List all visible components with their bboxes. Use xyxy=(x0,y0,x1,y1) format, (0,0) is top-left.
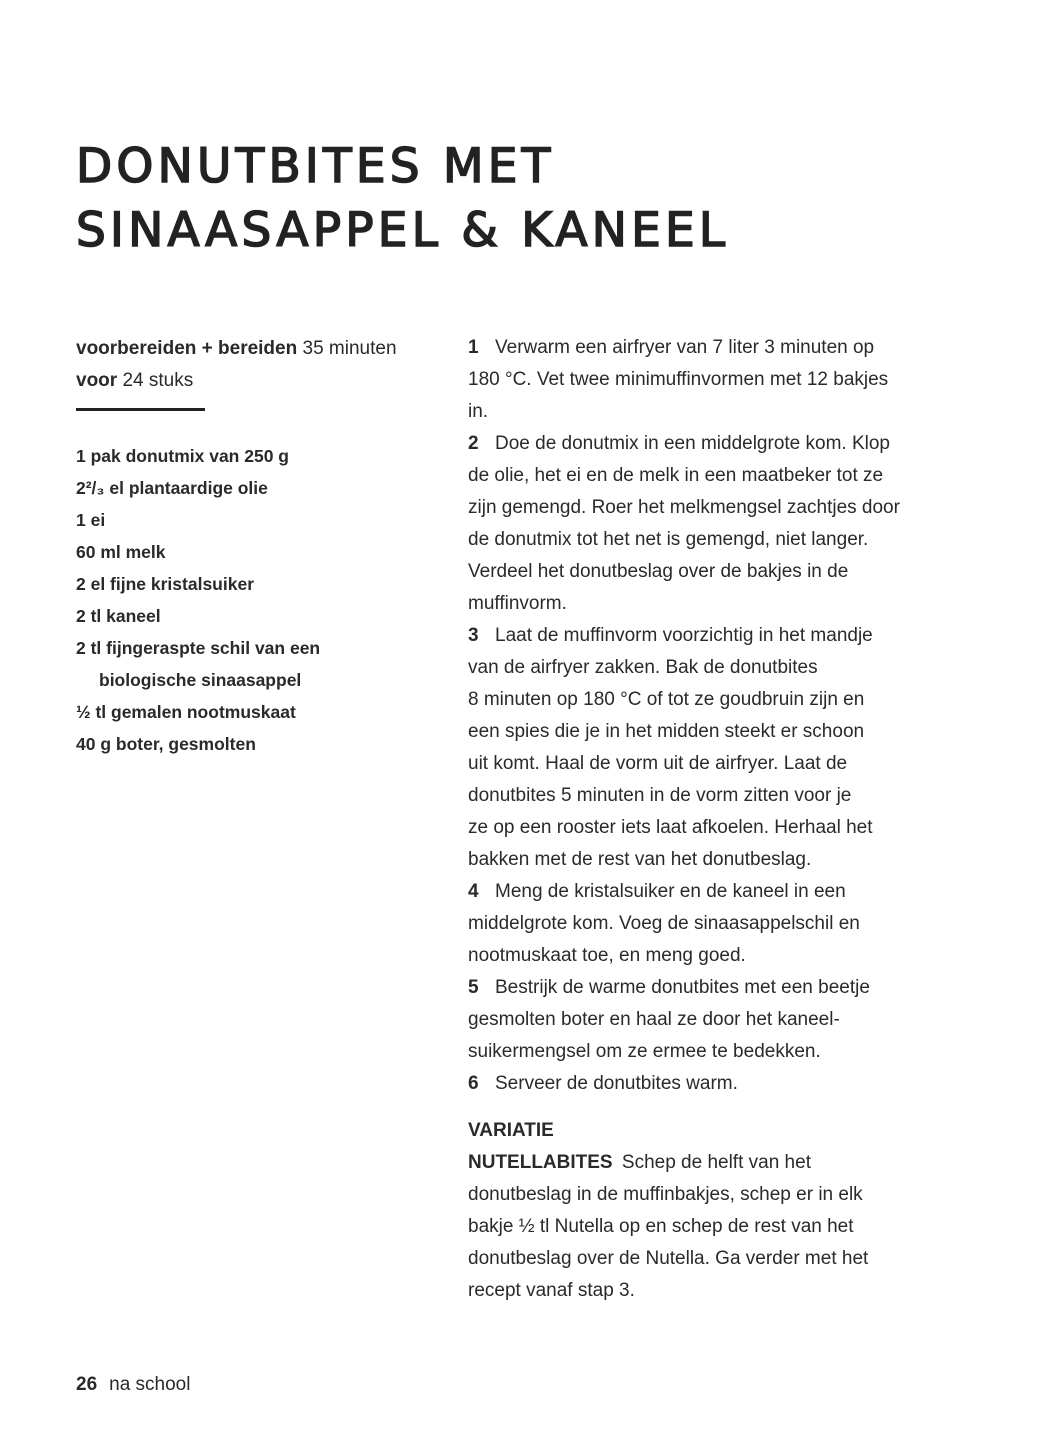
ingredient: ½ tl gemalen nootmuskaat xyxy=(76,702,296,722)
divider xyxy=(76,408,205,411)
ingredient-continuation: biologische sinaasappel xyxy=(99,670,302,690)
step xyxy=(468,428,968,620)
step-number: 5 xyxy=(468,977,479,998)
ingredient: 40 g boter, gesmolten xyxy=(76,734,256,754)
step-text: donutbites 5 minuten in de vorm zitten voor je xyxy=(468,785,852,806)
page-number: 26 xyxy=(76,1374,98,1395)
step-number: 6 xyxy=(468,1073,479,1094)
ingredients-list xyxy=(76,440,320,760)
step-text: nootmuskaat toe, en meng goed. xyxy=(468,945,746,966)
step-text: 180 °C. Vet twee minimuffinvormen met 12 bakjes xyxy=(468,369,889,390)
step-text: suikermengsel om ze ermee te bedekken. xyxy=(468,1041,821,1062)
recipe-meta xyxy=(76,333,397,397)
variation-heading: VARIATIE xyxy=(468,1120,554,1141)
step-text: bakken met de rest van het donutbeslag. xyxy=(468,849,812,870)
step-text: de olie, het ei en de melk in een maatbeker tot ze xyxy=(468,465,884,486)
step-number: 3 xyxy=(468,625,479,646)
step-text: Bestrijk de warme donutbites met een beetje xyxy=(495,977,870,998)
variation xyxy=(468,1147,968,1307)
step-text: 8 minuten op 180 °C of tot ze goudbruin zijn en xyxy=(468,689,865,710)
ingredient: 2 el fijne kristalsuiker xyxy=(76,574,255,594)
ingredient: 2²/₃ el plantaardige olie xyxy=(76,478,268,498)
step xyxy=(468,972,968,1068)
variation-text: donutbeslag in de muffinbakjes, schep er in elk xyxy=(468,1184,863,1205)
variation-text: donutbeslag over de Nutella. Ga verder met het xyxy=(468,1248,869,1269)
step-text: ze op een rooster iets laat afkoelen. Herhaal het xyxy=(468,817,873,838)
variation-name: NUTELLABITES xyxy=(468,1152,613,1173)
step-text: een spies die je in het midden steekt er schoon xyxy=(468,721,865,742)
step xyxy=(468,620,968,876)
yield-label: voor xyxy=(76,370,118,391)
recipe-title xyxy=(76,135,729,263)
section-name: na school xyxy=(109,1374,191,1395)
prep-time-label: voorbereiden + bereiden xyxy=(76,338,298,359)
step xyxy=(468,876,968,972)
step-text: zijn gemengd. Roer het melkmengsel zachtjes door xyxy=(468,497,900,518)
step-number: 4 xyxy=(468,881,479,902)
variation-text: bakje ½ tl Nutella op en schep de rest van het xyxy=(468,1216,854,1237)
step-text: middelgrote kom. Voeg de sinaasappelschil en xyxy=(468,913,860,934)
ingredient: 60 ml melk xyxy=(76,542,166,562)
method xyxy=(468,332,968,1307)
ingredient: 1 ei xyxy=(76,510,106,530)
page-footer xyxy=(76,1370,190,1400)
variation-text: Schep de helft van het xyxy=(621,1152,811,1173)
step-number: 1 xyxy=(468,337,479,358)
step-text: Meng de kristalsuiker en de kaneel in een xyxy=(495,881,846,902)
prep-time-value: 35 minuten xyxy=(302,338,397,359)
step-text: muffinvorm. xyxy=(468,593,567,614)
ingredient: 2 tl kaneel xyxy=(76,606,161,626)
yield-value: 24 stuks xyxy=(122,370,194,391)
prep-time xyxy=(76,333,397,365)
step-text: in. xyxy=(468,401,489,422)
step-text: Serveer de donutbites warm. xyxy=(495,1073,738,1094)
step xyxy=(468,332,968,428)
step xyxy=(468,1068,968,1100)
variation-text: recept vanaf stap 3. xyxy=(468,1280,635,1301)
ingredient: 1 pak donutmix van 250 g xyxy=(76,446,289,466)
step-text: uit komt. Haal de vorm uit de airfryer. Laat de xyxy=(468,753,848,774)
step-text: de donutmix tot het net is gemengd, niet langer. xyxy=(468,529,869,550)
step-text: van de airfryer zakken. Bak de donutbites xyxy=(468,657,818,678)
yield xyxy=(76,365,397,397)
ingredient: 2 tl fijngeraspte schil van een xyxy=(76,638,321,658)
step-number: 2 xyxy=(468,433,479,454)
step-text: Verdeel het donutbeslag over de bakjes in de xyxy=(468,561,849,582)
title-line: SINAASAPPEL & KANEEL xyxy=(76,203,730,258)
step-text: gesmolten boter en haal ze door het kaneel- xyxy=(468,1009,840,1030)
step-text: Doe de donutmix in een middelgrote kom. Klop xyxy=(495,433,891,454)
step-text: Verwarm een airfryer van 7 liter 3 minuten op xyxy=(495,337,875,358)
step-text: Laat de muffinvorm voorzichtig in het mandje xyxy=(495,625,873,646)
title-line: DONUTBITES MET xyxy=(76,139,555,194)
